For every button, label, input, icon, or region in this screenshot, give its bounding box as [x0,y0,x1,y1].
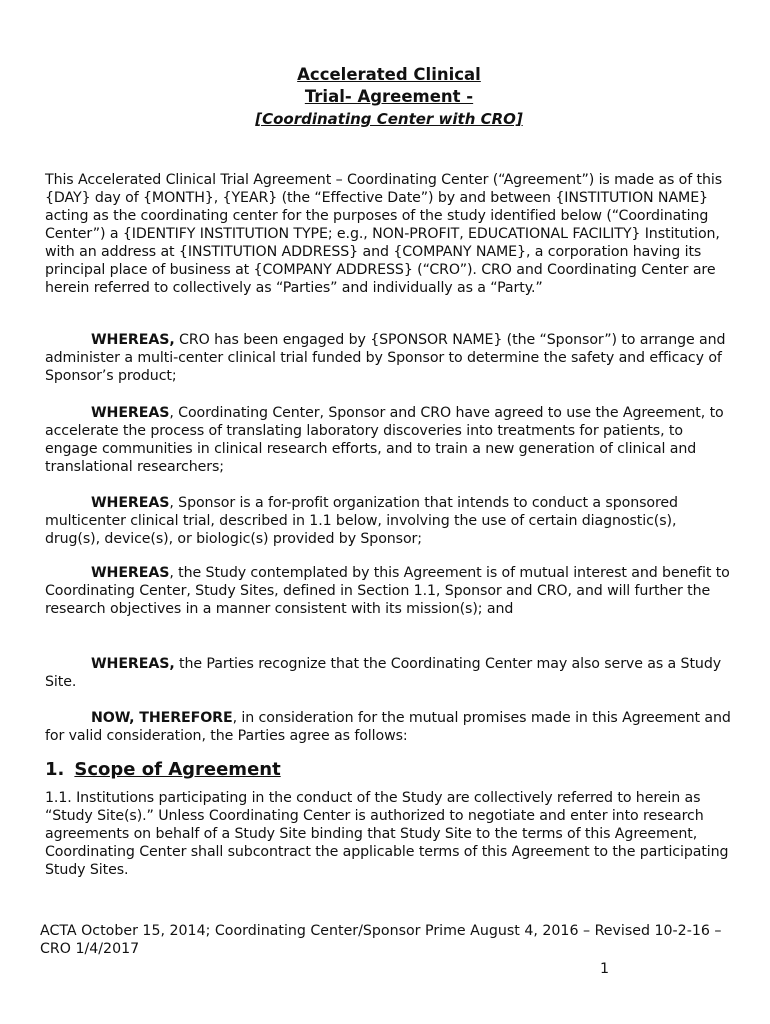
page-footer: ACTA October 15, 2014; Coordinating Center/Sponsor Prime August 4, 2016 – Revised 10-2-16 – CRO 1/4/2017 [40,923,722,957]
title-subtitle: [Coordinating Center with CRO] [255,110,523,128]
recital-keyword: WHEREAS [91,405,170,421]
recital-text: , in consideration for the mutual promises made in this Agreement and for valid consideration, the Parties agree as follows: [45,710,731,744]
section-1-1-text: 1.1. Institutions participating in the conduct of the Study are collectively referred to herein as “Study Site(s).” Unless Coordinating Center is authorized to negotiate and enter into research agreements on behalf of a Study Site binding that Study Site to the terms of this Agreement, Coordinating Center shall subcontract the applicable terms of this Agreement to the participating Study Sites. [45,790,729,878]
recital-2 [45,404,735,476]
section-title: Scope of Agreement [74,759,281,780]
recital-text: CRO has been engaged by {SPONSOR NAME} (the “Sponsor”) to arrange and administer a multi-center clinical trial funded by Sponsor to determine the safety and efficacy of Sponsor’s product; [45,332,726,384]
recital-1 [45,331,735,385]
recital-keyword: WHEREAS, [91,656,175,672]
recital-keyword: WHEREAS, [91,332,175,348]
recital-text: the Parties recognize that the Coordinating Center may also serve as a Study Site. [45,656,722,690]
page-number: 1 [600,961,610,977]
intro-paragraph [45,171,735,297]
title-line-1: Accelerated Clinical [297,65,481,84]
section-number: 1. [45,759,65,780]
section-1-heading [45,758,281,782]
section-1-1 [45,789,735,879]
recital-now-therefore [45,709,735,745]
recital-text: , the Study contemplated by this Agreement is of mutual interest and benefit to Coordinating Center, Study Sites, defined in Section 1.1, Sponsor and CRO, and will further the research objectives in a manner consistent with its mission(s); and [45,565,730,617]
recital-4 [45,564,735,618]
recital-5 [45,655,735,691]
recital-3 [45,494,735,548]
recital-keyword: WHEREAS [91,495,170,511]
title-line-2: Trial- Agreement - [304,87,474,106]
recital-text: , Coordinating Center, Sponsor and CRO have agreed to use the Agreement, to accelerate the process of translating laboratory discoveries into treatments for patients, to engage communities in clinical research efforts, and to train a new generation of clinical and translational researchers; [45,405,724,475]
intro-text: This Accelerated Clinical Trial Agreement – Coordinating Center (“Agreement”) is made as of this {DAY} day of {MONTH}, {YEAR} (the “Effective Date”) by and between {INSTITUTION NAME} acting as the coordinating center for the purposes of the study identified below (“Coordinating Center”) a {IDENTIFY INSTITUTION TYPE; e.g., NON-PROFIT, EDUCATIONAL FACILITY} Institution, with an address at {INSTITUTION ADDRESS} and {COMPANY NAME}, a corporation having its principal place of business at {COMPANY ADDRESS} (“CRO”). CRO and Coordinating Center are herein referred to collectively as “Parties” and individually as a “Party.” [45,172,723,296]
recital-keyword: NOW, THEREFORE [91,710,233,726]
recital-text: , Sponsor is a for-profit organization that intends to conduct a sponsored multicenter clinical trial, described in 1.1 below, involving the use of certain diagnostic(s), drug(s), device(s), or biologic(s) provided by Sponsor; [45,495,678,547]
recital-keyword: WHEREAS [91,565,170,581]
document-title [0,64,770,130]
